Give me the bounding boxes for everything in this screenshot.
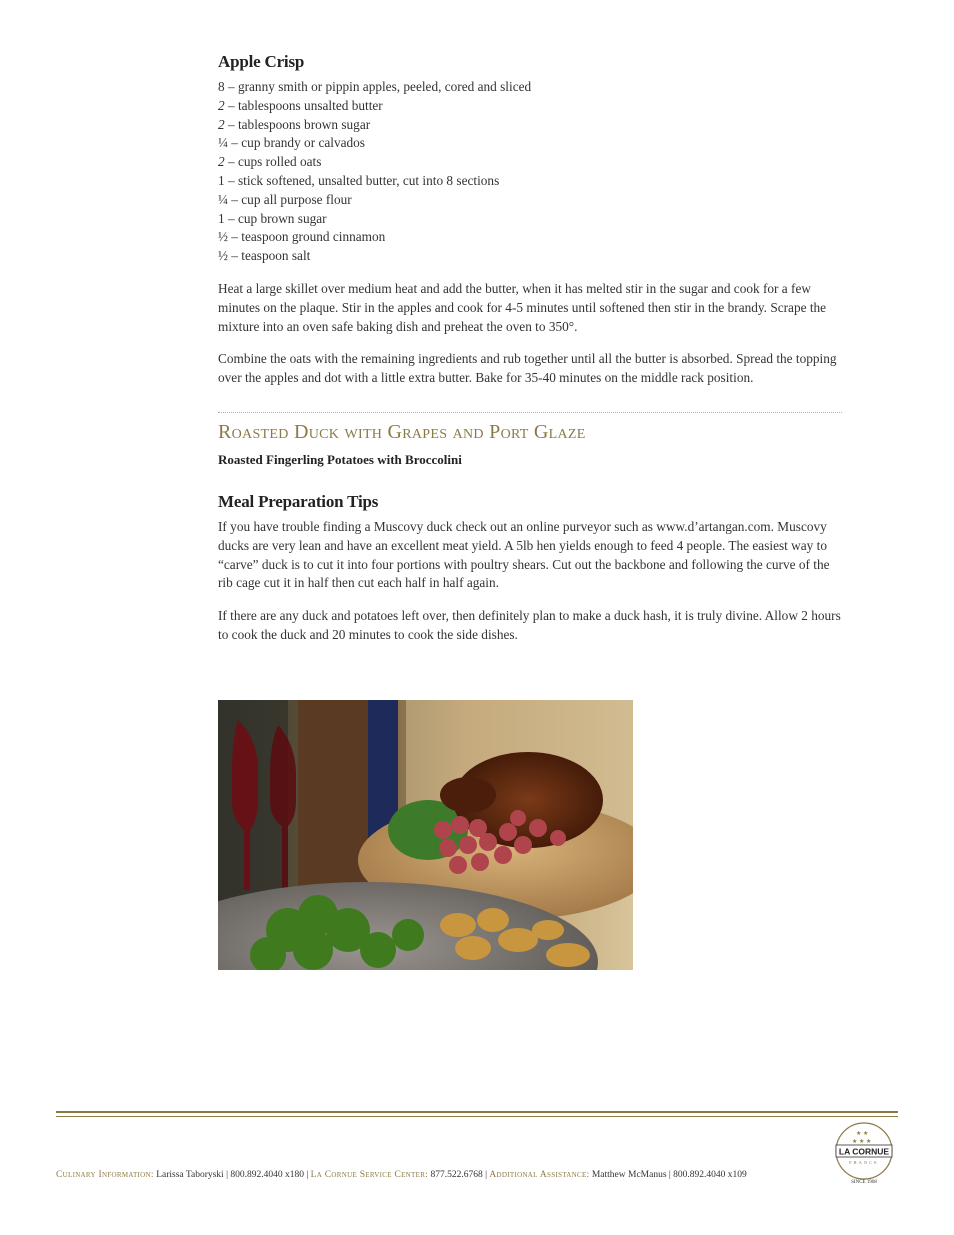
footer-rule-top: [56, 1111, 898, 1113]
ingredient-quantity: ¼: [218, 191, 228, 207]
ingredient-text: – cups rolled oats: [224, 154, 322, 170]
ingredient-item: [218, 97, 842, 116]
ingredient-item: [218, 153, 842, 172]
assistance-label: Additional Assistance:: [489, 1170, 590, 1180]
ingredient-text: – tablespoons brown sugar: [224, 116, 371, 132]
ingredient-item: [218, 134, 842, 153]
service-center-label: La Cornue Service Center:: [310, 1170, 429, 1180]
ingredient-quantity: ½: [218, 229, 228, 245]
footer-separator: |: [485, 1170, 488, 1180]
ingredient-text: – cup brown sugar: [224, 210, 327, 226]
ingredient-quantity: 2: [218, 154, 225, 170]
svg-text:★: ★: [852, 1139, 858, 1145]
ingredient-text: – tablespoons unsalted butter: [224, 97, 383, 113]
footer-rule-bottom: [56, 1116, 898, 1117]
apple-crisp-step-2: Combine the oats with the remaining ingredients and rub together until all the butter is absorbed. Spread the topping over the apples and dot with a little extra butter. Bake for 35-40 minutes on the middle rack position.: [218, 351, 837, 386]
apple-crisp-ingredients: [218, 78, 842, 266]
ingredient-item: [218, 191, 842, 210]
logo-wordmark: LA CORNUE: [838, 1146, 890, 1157]
ingredient-text: – cup all purpose flour: [227, 191, 352, 207]
apple-crisp-title: Apple Crisp: [218, 52, 305, 71]
ingredient-quantity: 1: [218, 172, 225, 188]
ingredient-text: – granny smith or pippin apples, peeled, cored and sliced: [224, 79, 532, 94]
svg-text:★: ★: [856, 1131, 862, 1137]
ingredient-item: [218, 78, 842, 97]
ingredient-text: – teaspoon ground cinnamon: [227, 229, 386, 245]
ingredient-quantity: 2: [218, 116, 225, 132]
service-center-phone: 877.522.6768: [430, 1170, 483, 1180]
ingredient-item: [218, 247, 842, 266]
footer-contacts: [56, 1170, 836, 1180]
svg-text:★: ★: [866, 1139, 872, 1145]
ingredient-item: [218, 116, 842, 135]
ingredient-text: – cup brandy or calvados: [227, 135, 365, 151]
duck-recipe-subtitle: Roasted Fingerling Potatoes with Broccolini: [218, 451, 462, 467]
ingredient-item: [218, 228, 842, 247]
culinary-label: Culinary Information:: [56, 1170, 154, 1180]
ingredient-quantity: 8: [218, 79, 225, 94]
ingredient-text: – stick softened, unsalted butter, cut into 8 sections: [224, 172, 500, 188]
section-divider: [218, 412, 842, 413]
tips-paragraph-1: If you have trouble finding a Muscovy duck check out an online purveyor such as www.d’artangan.com. Muscovy ducks are very lean and have an excellent meat yield. A 5lb hen yields enough to feed 4 people. The easiest way to “carve” duck is to cut it into four portions with poultry shears. Cut out the backbone and following the curve of the rib cage cut it in half then cut each half in half again.: [218, 518, 830, 591]
duck-recipe-title: Roasted Duck with Grapes and Port Glaze: [218, 420, 586, 443]
tips-title: Meal Preparation Tips: [218, 491, 379, 511]
logo-country: FRANCE: [849, 1160, 879, 1165]
svg-text:★: ★: [859, 1139, 865, 1145]
apple-crisp-step-1: Heat a large skillet over medium heat and add the butter, when it has melted stir in the sugar and cook for a few minutes on the plaque. Stir in the apples and cook for 4-5 minutes until softened then stir in the brandy. Scrape the mixture into an oven safe baking dish and preheat the oven to 350°.: [218, 280, 827, 334]
page-content: [218, 52, 842, 645]
footer-separator: |: [306, 1170, 309, 1180]
ingredient-quantity: 2: [218, 97, 225, 113]
tips-paragraph-2: If there are any duck and potatoes left over, then definitely plan to make a duck hash, it is truly divine. Allow 2 hours to cook the duck and 20 minutes to cook the side dishes.: [218, 608, 841, 642]
logo-since: SINCE 1908: [851, 1180, 877, 1185]
ingredient-item: [218, 172, 842, 191]
culinary-contact: Larissa Taboryski | 800.892.4040 x180: [156, 1170, 304, 1180]
ingredient-text: – teaspoon salt: [227, 248, 311, 264]
ingredient-quantity: ½: [218, 248, 228, 264]
duck-dinner-photo: [218, 700, 633, 970]
ingredient-quantity: 1: [218, 210, 225, 226]
svg-text:★: ★: [863, 1131, 869, 1137]
la-cornue-logo: [832, 1121, 896, 1185]
ingredient-item: [218, 210, 842, 229]
ingredient-quantity: ¼: [218, 135, 228, 151]
assistance-contact: Matthew McManus | 800.892.4040 x109: [591, 1170, 747, 1180]
